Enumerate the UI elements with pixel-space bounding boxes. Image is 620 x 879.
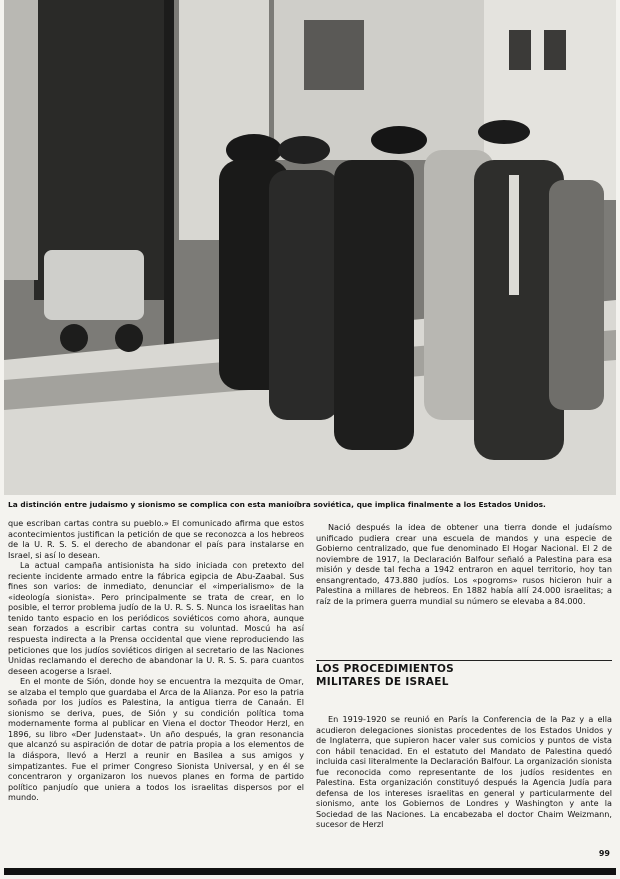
right-column-bottom bbox=[316, 714, 612, 860]
section-heading-line1: LOS PROCEDIMIENTOS bbox=[316, 663, 455, 675]
street-scene-photo bbox=[4, 0, 616, 495]
left-paragraph: La actual campaña antisionista ha sido iniciada con pretexto del reciente incidente armado entre la fábrica egipcia de Abu-Zaabal. Sus fines son varios: de inmediato, denunciar el «imperialismo» de la «ideología sionista». Pero principalmente se trata de crear, en lo posible, el terror problema judío de la U. R. S. S. Nunca los israelitas han tenido tanto espacio en los periódicos soviéticos como ahora, aunque sean forzados a escribir cartas contra su voluntad. Moscú ha así respuesta indirecta a la Prensa occidental que viene reproduciendo las peticiones que los judíos soviéticos dirigen al secretario de las Naciones Unidas reclamando el derecho de abandonar la U. R. S. S. para cuantos deseen acogerse a Israel. bbox=[8, 560, 304, 676]
left-paragraph: que escriban cartas contra su pueblo.» El comunicado afirma que estos acontecimientos justifican la petición de que se reconozca a los hebreos de la U. R. S. S. el derecho de abandonar el país para instalarse en Israel, si así lo desean. bbox=[8, 518, 304, 560]
bottom-rule bbox=[4, 868, 616, 875]
right-paragraph: Nació después la idea de obtener una tierra donde el judaísmo unificado pudiera crear una escuela de mandos y una especie de Gobierno centralizado, que fue denominado El Hogar Nacional. El 2 de noviembre de 1917, la Declaración Balfour señaló a Palestina para esa misión y desde tal fecha a 1942 entraron en aquel territorio, hoy tan ensangrentado, 473.880 judíos. Los «pogroms» rusos hicieron huir a Palestina a millares de hebreos. En 1882 había allí 24.000 israelitas; a raíz de la primera guerra mundial su número se elevaba a 84.000. bbox=[316, 522, 612, 606]
right-paragraph: En 1919-1920 se reunió en París la Conferencia de la Paz y a ella acudieron delegaciones sionistas procedentes de los Estados Unidos y de Inglaterra, que supieron hacer valer sus comicios y puntos de vista con hábil tenacidad. En el estatuto del Mandato de Palestina quedó incluida casi literalmente la Declaración Balfour. La organización sionista fue reconocida como representante de los judíos residentes en Palestina. Esta organización constituyó después la Agencia Judía para defensa de los intereses israelitas en general y particularmente del sionismo, ante los Gobiernos de Londres y Washington y ante la Sociedad de las Naciones. La encabezaba el doctor Chaim Weizmann, sucesor de Herzl bbox=[316, 714, 612, 830]
section-heading bbox=[316, 660, 612, 689]
left-column bbox=[8, 518, 304, 866]
photo-caption: La distinción entre judaismo y sionismo se complica con esta manioíbra soviética, que implica finalmente a los Estados Unidos. bbox=[8, 500, 546, 509]
right-column-top bbox=[316, 522, 612, 606]
left-paragraph: En el monte de Sión, donde hoy se encuentra la mezquita de Omar, se alzaba el templo que guardaba el Arca de la Alianza. Por eso la patria soñada por los judíos es Palestina, la antigua tierra de Canaán. El sionismo se deriva, pues, de Sión y su condición política toma modernamente forma al publicar en Viena el doctor Theodor Herzl, en 1896, su libro «Der Judenstaat». Un año después, la gran resonancia que alcanzó su aspiración de dotar de patria propia a los elementos de la diáspora, llevó a Herzl a reunir en Basilea a sus amigos y simpatizantes. Fue el primer Congreso Sionista Universal, y en él se concentraron y organizaron los nuevos planes en forma de partido político panjudío que uniera a todos los israelitas dispersos por el mundo. bbox=[8, 676, 304, 803]
page-number: 99 bbox=[598, 849, 610, 858]
section-heading-line2: MILITARES DE ISRAEL bbox=[316, 676, 449, 688]
photo-illustration bbox=[4, 0, 616, 495]
